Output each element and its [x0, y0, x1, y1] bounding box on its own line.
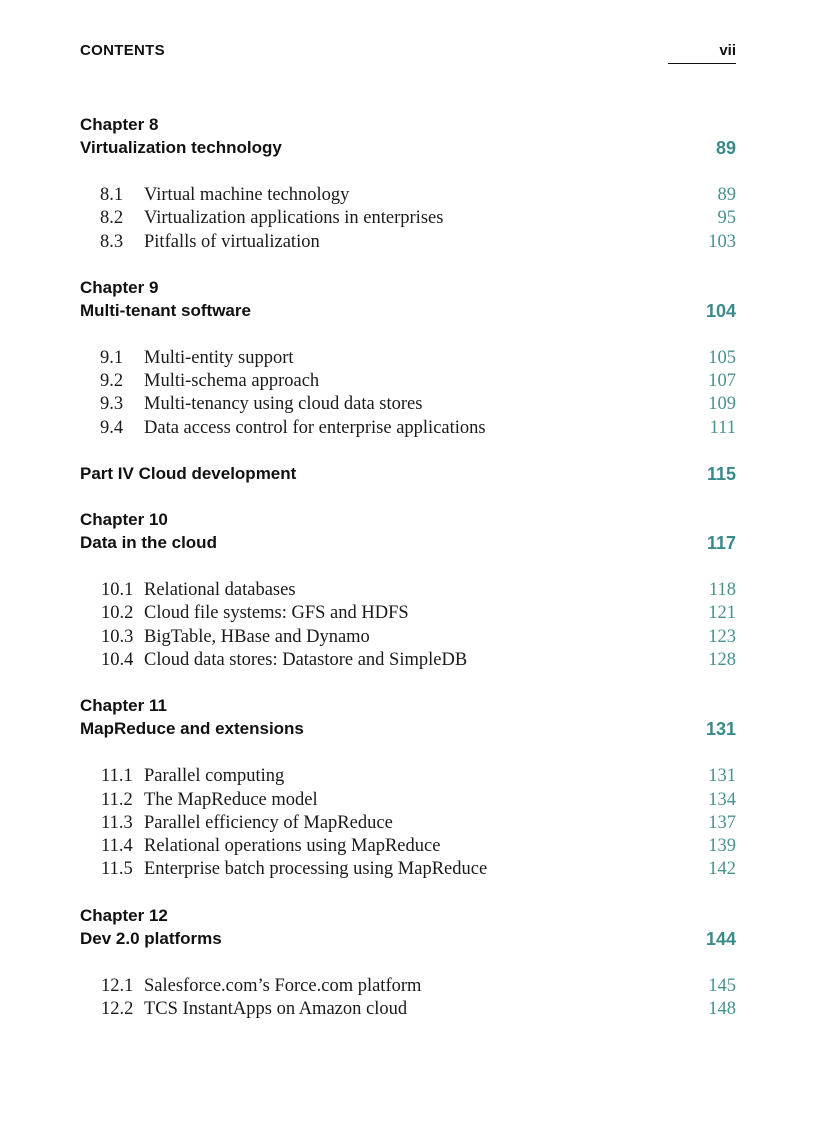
section-number: 12.2 [101, 999, 134, 1020]
section-page-number: 148 [708, 999, 736, 1020]
section-title: Cloud file systems: GFS and HDFS [144, 603, 409, 624]
chapter-title: Virtualization technology [80, 138, 282, 157]
running-head [80, 42, 736, 66]
chapter-11-block [80, 695, 736, 881]
chapter-10-block [80, 509, 736, 672]
chapter-title: Multi-tenant software [80, 300, 251, 320]
section-entry[interactable] [80, 347, 736, 370]
section-number: 9.4 [100, 417, 124, 438]
chapter-page-number: 117 [706, 533, 736, 554]
chapter-label: Chapter 11 [80, 696, 167, 716]
section-page-number: 89 [717, 185, 736, 205]
section-page-number: 134 [708, 789, 736, 810]
chapter-title-row[interactable] [80, 137, 736, 160]
chapter-9-block [80, 277, 736, 440]
section-page-number: 142 [708, 859, 736, 880]
section-page-number: 107 [708, 371, 736, 392]
section-page-number: 103 [708, 231, 736, 252]
section-entry[interactable] [80, 835, 736, 858]
section-number: 11.3 [101, 812, 133, 833]
chapter-title-row[interactable] [80, 928, 736, 951]
section-number: 8.1 [100, 185, 124, 205]
section-entry[interactable] [80, 417, 736, 440]
section-title: Enterprise batch processing using MapReduce [144, 859, 488, 880]
section-number: 11.5 [101, 859, 133, 880]
section-title: Salesforce.com’s Force.com platform [144, 975, 422, 996]
chapter-page-number: 89 [715, 138, 736, 158]
section-number: 8.2 [100, 208, 124, 229]
section-page-number: 121 [708, 603, 736, 624]
section-entry[interactable] [80, 184, 736, 207]
chapter-page-number: 131 [705, 719, 736, 740]
section-number: 11.4 [101, 836, 133, 857]
section-entry[interactable] [80, 975, 736, 998]
part-4-block [80, 463, 736, 486]
part-title: Part IV Cloud development [80, 464, 297, 484]
section-title: BigTable, HBase and Dynamo [144, 626, 370, 647]
section-entry[interactable] [80, 765, 736, 788]
section-number: 12.1 [101, 975, 134, 996]
section-list [80, 184, 736, 254]
section-page-number: 123 [708, 626, 736, 647]
chapter-label: Chapter 8 [80, 115, 159, 134]
section-number: 10.1 [101, 580, 134, 601]
section-title: Parallel efficiency of MapReduce [144, 812, 393, 833]
section-entry[interactable] [80, 370, 736, 393]
section-title: Multi-schema approach [144, 371, 320, 392]
section-entry[interactable] [80, 858, 736, 881]
section-number: 11.2 [101, 789, 133, 810]
part-page-number: 115 [706, 464, 736, 485]
section-page-number: 118 [708, 580, 736, 601]
section-title: Pitfalls of virtualization [144, 231, 320, 252]
part-title-row[interactable] [80, 463, 736, 486]
chapter-label: Chapter 12 [80, 905, 168, 925]
chapter-title: Data in the cloud [80, 533, 217, 553]
section-entry[interactable] [80, 393, 736, 416]
running-head-title: CONTENTS [80, 42, 165, 59]
section-number: 10.2 [101, 603, 134, 624]
section-entry[interactable] [80, 789, 736, 812]
section-page-number: 95 [717, 208, 736, 229]
section-entry[interactable] [80, 998, 736, 1021]
section-number: 11.1 [101, 766, 133, 787]
table-of-contents [80, 114, 736, 1021]
section-entry[interactable] [80, 649, 736, 672]
section-list [80, 975, 736, 1022]
running-head-page-number: vii [719, 42, 736, 59]
section-list [80, 347, 736, 440]
section-title: Virtualization applications in enterprises [144, 208, 444, 229]
section-entry[interactable] [80, 579, 736, 602]
section-page-number: 105 [708, 347, 736, 368]
chapter-title-row[interactable] [80, 532, 736, 555]
section-title: Virtual machine technology [144, 185, 350, 205]
section-title: TCS InstantApps on Amazon cloud [144, 999, 408, 1020]
chapter-title-row[interactable] [80, 300, 736, 323]
chapter-label: Chapter 10 [80, 510, 168, 530]
section-page-number: 131 [708, 766, 736, 787]
chapter-page-number: 104 [705, 300, 736, 321]
chapter-title: Dev 2.0 platforms [80, 928, 222, 948]
section-number: 9.2 [100, 371, 124, 392]
section-entry[interactable] [80, 812, 736, 835]
chapter-page-number: 144 [705, 928, 736, 949]
section-title: Multi-tenancy using cloud data stores [144, 394, 423, 415]
section-number: 10.3 [101, 626, 134, 647]
section-page-number: 128 [708, 649, 736, 670]
section-entry[interactable] [80, 231, 736, 254]
chapter-12-block [80, 905, 736, 1022]
section-page-number: 111 [709, 417, 736, 438]
section-entry[interactable] [80, 207, 736, 230]
chapter-8-block [80, 114, 736, 254]
section-title: Cloud data stores: Datastore and SimpleDB [144, 649, 468, 670]
chapter-label: Chapter 9 [80, 277, 159, 297]
section-list [80, 579, 736, 672]
section-number: 9.3 [100, 394, 124, 415]
chapter-title-row[interactable] [80, 718, 736, 741]
section-entry[interactable] [80, 602, 736, 625]
section-number: 8.3 [100, 231, 124, 252]
section-title: Relational operations using MapReduce [144, 836, 441, 857]
section-title: The MapReduce model [144, 789, 318, 810]
section-title: Parallel computing [144, 766, 285, 787]
section-number: 10.4 [101, 649, 134, 670]
section-list [80, 765, 736, 881]
section-entry[interactable] [80, 626, 736, 649]
section-title: Data access control for enterprise applications [144, 417, 486, 438]
section-page-number: 145 [708, 975, 736, 996]
chapter-title: MapReduce and extensions [80, 719, 304, 739]
running-head-rule [668, 63, 736, 64]
section-title: Relational databases [144, 580, 296, 601]
section-page-number: 109 [708, 394, 736, 415]
section-title: Multi-entity support [144, 347, 294, 368]
section-page-number: 139 [708, 836, 736, 857]
section-page-number: 137 [708, 812, 736, 833]
section-number: 9.1 [100, 347, 124, 368]
